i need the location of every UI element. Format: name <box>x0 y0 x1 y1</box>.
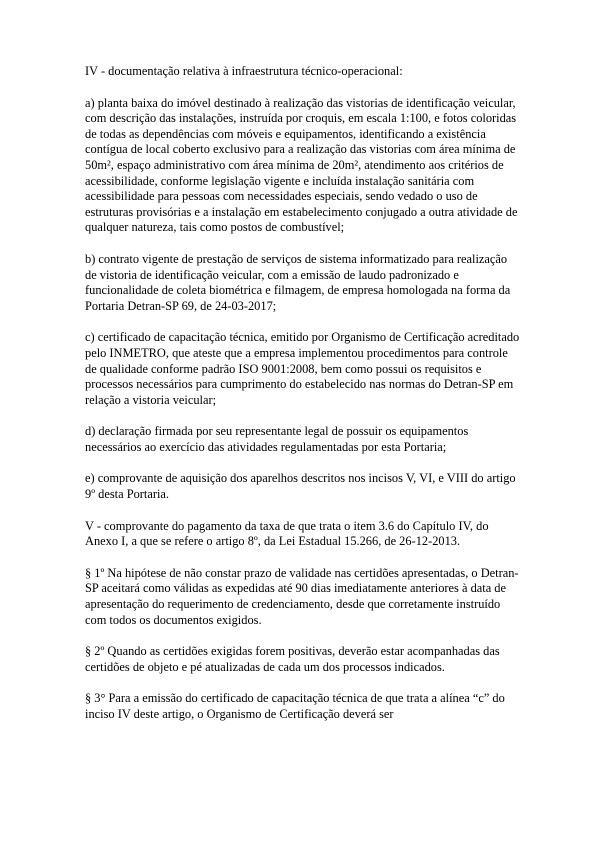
paragraph-iv-heading: IV - documentação relativa à infraestrutura técnico-operacional: <box>85 64 403 78</box>
paragraph-section-1-validity: § 1º Na hipótese de não constar prazo de validade nas certidões apresentadas, o Detran-SP aceitará como válidas as expedidas até 90 dias imediatamente anteriores à data de apresentação do requerimento de credenciamento, desde que corretamente instruído com todos os documentos exigidos. <box>85 565 519 627</box>
document-page <box>85 64 521 739</box>
paragraph-a-floor-plan: a) planta baixa do imóvel destinado à realização das vistorias de identificação veicular, com descrição das instalações, instruída por croquis, em escala 1:100, e fotos coloridas de todas as dependências com móveis e equipamentos, identificando a existência contígua de local coberto exclusivo para a realização das vistorias com área mínima de 50m², espaço administrativo com área mínima de 20m², atendimento aos critérios de acessibilidade, conforme legislação vigente e incluída instalação sanitária com acessibilidade para pessoas com necessidades especiais, sendo vedado o uso de estruturas provisórias e a instalação em estabelecimento conjugado a outra atividade de qualquer natureza, tais como postos de combustível; <box>85 95 518 235</box>
paragraph-section-3-certification-body: § 3° Para a emissão do certificado de capacitação técnica de que trata a alínea “c” do inciso IV deste artigo, o Organismo de Certificação deverá ser <box>85 691 505 721</box>
paragraph-c-technical-certificate: c) certificado de capacitação técnica, emitido por Organismo de Certificação acreditado pelo INMETRO, que ateste que a empresa implementou procedimentos para controle de qualidade conforme padrão ISO 9001:2008, bem como possui os requisitos e processos necessários para cumprimento do estabelecido nas normas do Detran-SP em relação a vistoria veicular; <box>85 330 520 407</box>
paragraph-d-equipment-declaration: d) declaração firmada por seu representante legal de possuir os equipamentos necessários ao exercício das atividades regulamentadas por esta Portaria; <box>85 424 469 454</box>
paragraph-b-software-contract: b) contrato vigente de prestação de serviços de sistema informatizado para realização de vistoria de identificação veicular, com a emissão de laudo padronizado e funcionalidade de coleta biométrica e filmagem, de empresa homologada na forma da Portaria Detran-SP 69, de 24-03-2017; <box>85 251 511 313</box>
paragraph-section-2-positive-certificates: § 2º Quando as certidões exigidas forem positivas, deverão estar acompanhadas das certidões de objeto e pé atualizadas de cada um dos processos indicados. <box>85 644 500 674</box>
paragraph-e-purchase-proof: e) comprovante de aquisição dos aparelhos descritos nos incisos V, VI, e VIII do artigo 9º desta Portaria. <box>85 471 516 502</box>
paragraph-v-fee-payment: V - comprovante do pagamento da taxa de que trata o item 3.6 do Capítulo IV, do Anexo I, a que se refere o artigo 8º, da Lei Estadual 15.266, de 26-12-2013. <box>85 518 489 549</box>
